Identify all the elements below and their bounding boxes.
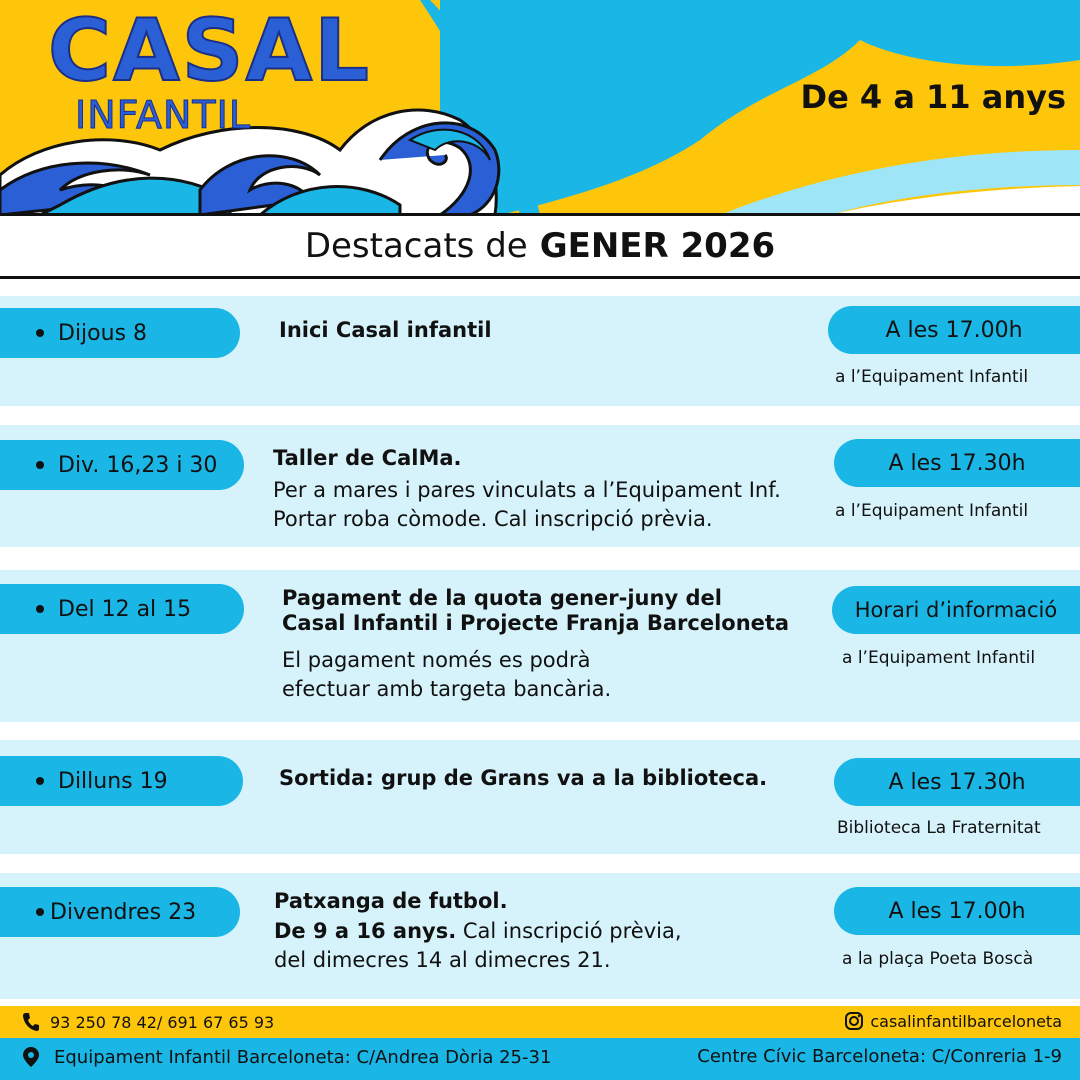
address-left: Equipament Infantil Barceloneta: C/Andrea Dòria 25-31 bbox=[54, 1046, 552, 1068]
event-title-line: Pagament de la quota gener-juny del bbox=[282, 586, 722, 610]
event-desc-bold: De 9 a 16 anys. bbox=[274, 919, 457, 943]
header-banner bbox=[0, 0, 1080, 215]
event-date: Dijous 8 bbox=[58, 320, 148, 346]
event-title: Inici Casal infantil bbox=[279, 318, 492, 342]
event-date-pill bbox=[0, 308, 240, 358]
location-pin-icon bbox=[22, 1046, 40, 1068]
event-location: Biblioteca La Fraternitat bbox=[837, 818, 1041, 838]
event-date-pill bbox=[0, 440, 244, 490]
logo-casal-text: CASAL bbox=[48, 1, 371, 101]
event-time: A les 17.30h bbox=[888, 769, 1026, 795]
age-range: De 4 a 11 anys bbox=[800, 78, 1066, 116]
phone-number: 93 250 78 42/ 691 67 65 93 bbox=[50, 1012, 275, 1032]
event-desc-line: del dimecres 14 al dimecres 21. bbox=[274, 948, 611, 972]
footer-address-left bbox=[22, 1046, 551, 1068]
event-time-pill bbox=[828, 306, 1080, 354]
event-desc-line: Per a mares i pares vinculats a l’Equipament Inf. bbox=[273, 478, 781, 502]
event-date-pill bbox=[0, 584, 244, 634]
instagram-handle: casalinfantilbarceloneta bbox=[870, 1011, 1062, 1031]
title-prefix: Destacats de bbox=[304, 226, 528, 266]
event-time: A les 17.00h bbox=[888, 898, 1026, 924]
event-row bbox=[0, 296, 1080, 406]
footer-phone[interactable] bbox=[22, 1012, 274, 1032]
event-desc-line: efectuar amb targeta bancària. bbox=[282, 677, 612, 701]
instagram-icon bbox=[844, 1011, 864, 1031]
phone-icon bbox=[22, 1012, 40, 1032]
event-date: Dilluns 19 bbox=[58, 768, 168, 794]
page-title bbox=[0, 213, 1080, 279]
event-row bbox=[0, 570, 1080, 722]
event-time: A les 17.00h bbox=[885, 317, 1023, 343]
event-time: A les 17.30h bbox=[888, 450, 1026, 476]
event-title: Taller de CalMa. bbox=[273, 446, 462, 470]
event-title: Patxanga de futbol. bbox=[274, 889, 508, 913]
event-location: a l’Equipament Infantil bbox=[842, 648, 1036, 668]
event-desc-line: El pagament només es podrà bbox=[282, 648, 591, 672]
event-desc-line: Cal inscripció prèvia, bbox=[456, 919, 682, 943]
address-right: Centre Cívic Barceloneta: C/Conreria 1-9 bbox=[697, 1046, 1062, 1067]
event-date: Del 12 al 15 bbox=[58, 596, 192, 622]
footer-address-bar bbox=[0, 1038, 1080, 1080]
event-time-pill bbox=[832, 586, 1080, 634]
event-date: Divendres 23 bbox=[50, 899, 197, 925]
event-description bbox=[273, 476, 781, 534]
event-date-pill bbox=[0, 756, 243, 806]
title-month: GENER 2026 bbox=[539, 226, 776, 266]
event-title: Sortida: grup de Grans va a la biblioteca. bbox=[279, 766, 768, 790]
event-time-pill bbox=[834, 887, 1080, 935]
event-title bbox=[282, 586, 789, 636]
event-row bbox=[0, 740, 1080, 854]
event-location: a l’Equipament Infantil bbox=[835, 367, 1029, 387]
event-time: Horari d’informació bbox=[854, 598, 1058, 622]
event-row bbox=[0, 873, 1080, 999]
event-location: a la plaça Poeta Boscà bbox=[842, 949, 1034, 969]
event-title-line: Casal Infantil i Projecte Franja Barceloneta bbox=[282, 611, 790, 635]
event-description bbox=[282, 646, 611, 704]
event-date-pill bbox=[0, 887, 240, 937]
footer-address-right bbox=[697, 1046, 1062, 1067]
event-desc-line: Portar roba còmode. Cal inscripció prèvia. bbox=[273, 507, 713, 531]
footer-instagram[interactable] bbox=[844, 1011, 1062, 1031]
event-row bbox=[0, 425, 1080, 547]
event-time-pill bbox=[834, 439, 1080, 487]
footer-contact-bar bbox=[0, 1006, 1080, 1038]
event-time-pill bbox=[834, 758, 1080, 806]
logo-infantil-text: INFANTIL bbox=[75, 93, 252, 137]
event-date: Div. 16,23 i 30 bbox=[58, 452, 218, 478]
event-location: a l’Equipament Infantil bbox=[835, 501, 1029, 521]
event-description bbox=[274, 917, 682, 975]
